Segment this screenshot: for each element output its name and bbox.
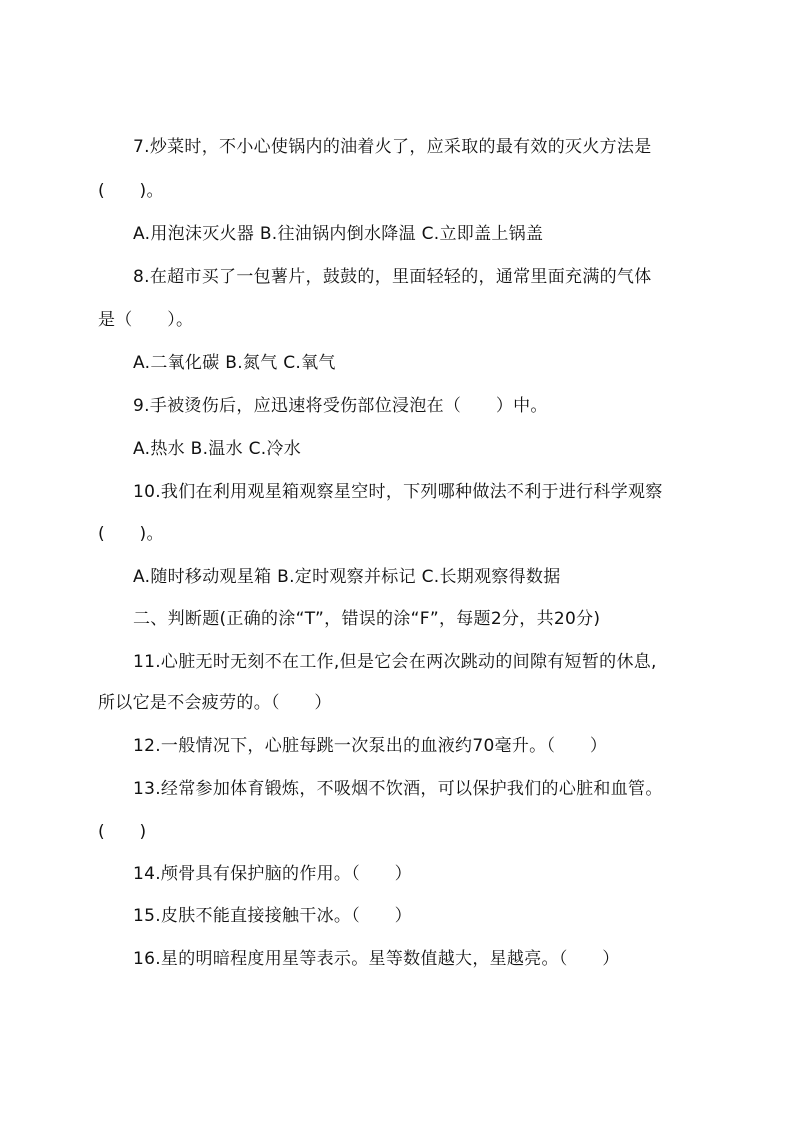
question-11-stem: 11.心脏无时无刻不在工作,但是它会在两次跳动的间隙有短暂的休息, (133, 652, 657, 672)
question-10-options: A.随时移动观星箱 B.定时观察并标记 C.长期观察得数据 (133, 567, 561, 587)
question-8-stem: 8.在超市买了一包薯片，鼓鼓的，里面轻轻的，通常里面充满的气体 (133, 267, 652, 287)
question-8-options: A.二氧化碳 B.氮气 C.氧气 (133, 353, 336, 373)
question-16: 16.星的明暗程度用星等表示。星等数值越大，星越亮。（ ） (133, 949, 620, 969)
question-12: 12.一般情况下，心脏每跳一次泵出的血液约70毫升。（ ） (133, 736, 608, 756)
question-13-stem: 13.经常参加体育锻炼，不吸烟不饮酒，可以保护我们的心脏和血管。 (133, 779, 663, 799)
question-10-stem: 10.我们在利用观星箱观察星空时，下列哪种做法不利于进行科学观察 (133, 482, 663, 502)
question-13-blank: ( ) (98, 822, 147, 842)
question-15: 15.皮肤不能直接接触干冰。（ ） (133, 906, 412, 926)
question-7-stem: 7.炒菜时，不小心使锅内的油着火了，应采取的最有效的灭火方法是 (133, 137, 652, 157)
question-9-options: A.热水 B.温水 C.冷水 (133, 439, 302, 459)
section-2-heading: 二、判断题(正确的涂“T”，错误的涂“F”，每题2分，共20分) (133, 609, 601, 629)
question-7-options: A.用泡沫灭火器 B.往油锅内倒水降温 C.立即盖上锅盖 (133, 224, 544, 244)
question-8-stem-continued: 是（ ）。 (98, 310, 194, 330)
question-14: 14.颅骨具有保护脑的作用。（ ） (133, 864, 412, 884)
question-10-blank: ( )。 (98, 524, 164, 544)
question-11-stem-continued: 所以它是不会疲劳的。（ ） (98, 693, 332, 713)
question-9-stem: 9.手被烫伤后，应迅速将受伤部位浸泡在（ ）中。 (133, 396, 548, 416)
question-7-blank: ( )。 (98, 181, 164, 201)
